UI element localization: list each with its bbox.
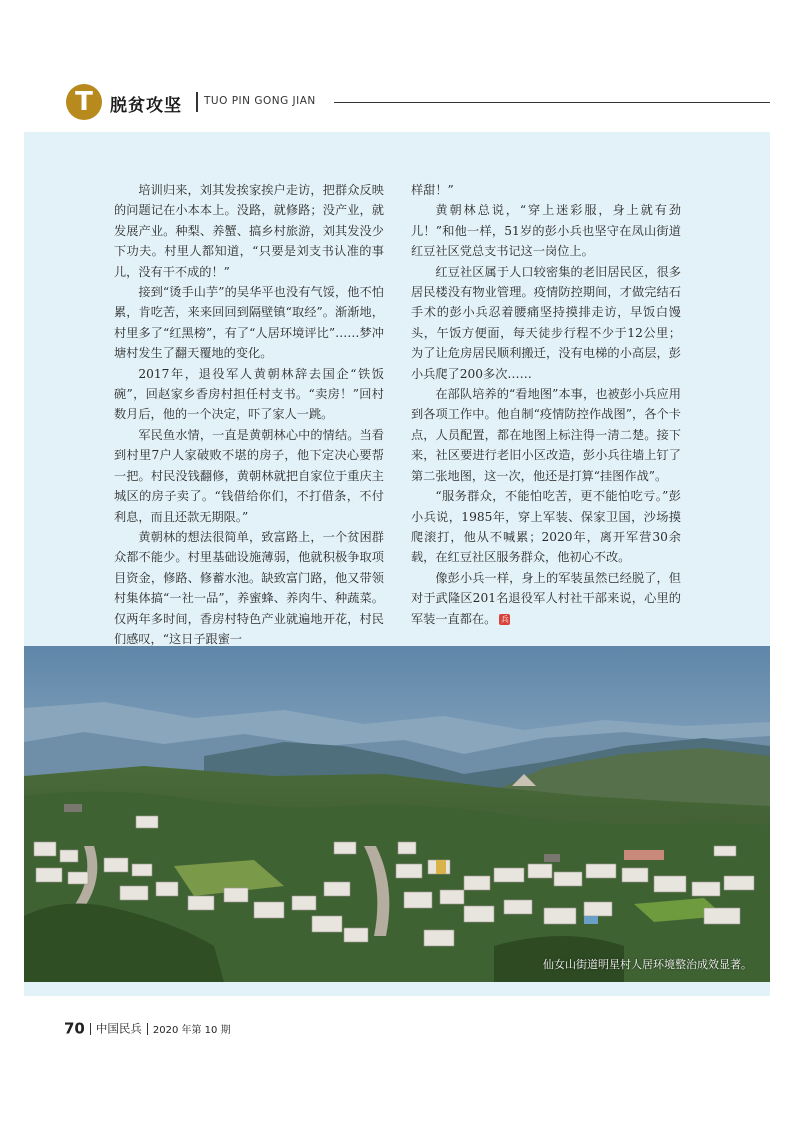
article-column-right: [411, 180, 681, 629]
end-mark-icon: 兵: [500, 614, 509, 624]
paragraph-final-text: 像彭小兵一样，身上的军装虽然已经脱了，但对于武隆区201名退役军人村社干部来说，心里的军装一直都在。: [411, 570, 681, 626]
paragraph: 军民鱼水情，一直是黄朝林心中的情结。当看到村里7户人家破败不堪的房子，他下定决心要帮一把。村民没钱翻修，黄朝林就把自家位于重庆主城区的房子卖了。“钱借给你们，不打借条，不付利息，而且还款无期限。”: [114, 427, 384, 524]
footer-divider: [147, 1023, 148, 1035]
paragraph: 黄朝林的想法很简单，致富路上，一个贫困群众都不能少。村里基础设施薄弱，他就积极争取项目资金，修路、修蓄水池。缺致富门路，他又带领村集体搞“一社一品”，养蜜蜂、养肉牛、种蔬菜。仅两年多时间，香房村特色产业就遍地开花，村民们感叹，“这日子跟蜜一: [114, 529, 384, 646]
section-badge: T: [66, 84, 102, 120]
paragraph: 红豆社区属于人口较密集的老旧居民区，很多居民楼没有物业管理。疫情防控期间，才做完结石手术的彭小兵忍着腰痛坚持摸排走访，早饭白馒头，午饭方便面，每天徒步行程不少于12公里；为了让危房居民顺利搬迁，没有电梯的小高层，彭小兵爬了200多次……: [411, 264, 681, 381]
paragraph-continuation: 样甜！”: [411, 183, 454, 197]
paragraph: 在部队培养的“看地图”本事，也被彭小兵应用到各项工作中。他自制“疫情防控作战图”，各个卡点，人员配置，都在地图上标注得一清二楚。接下来，社区要进行老旧小区改造，彭小兵往墙上钉了第二张地图，这一次，他还是打算“挂图作战”。: [411, 387, 681, 483]
issue-label: 2020 年第 10 期: [152, 1025, 231, 1036]
paragraph: 黄朝林总说，“穿上迷彩服，身上就有劲儿！”和他一样，51岁的彭小兵也坚守在凤山街道红豆社区党总支书记这一岗位上。: [411, 203, 681, 259]
section-pinyin: TUO PIN GONG JIAN: [204, 95, 316, 107]
section-title: 脱贫攻坚: [110, 96, 182, 116]
page-footer: [64, 1018, 231, 1038]
paragraph: 2017年，退役军人黄朝林辞去国企“铁饭碗”，回赵家乡香房村担任村支书。“卖房！”回村数月后，他的一个决定，吓了家人一跳。: [114, 366, 384, 422]
paragraph: 培训归来，刘其发挨家挨户走访，把群众反映的问题记在小本本上。没路，就修路；没产业，就发展产业。种梨、养蟹、搞乡村旅游，刘其发没少下功夫。村里人都知道，“只要是刘支书认准的事儿，没有干不成的！”: [114, 183, 384, 279]
footer-divider: [90, 1023, 91, 1035]
village-landscape-image: [24, 646, 770, 982]
page-number: 70: [64, 1019, 85, 1038]
paragraph: “服务群众，不能怕吃苦，更不能怕吃亏。”彭小兵说，1985年，穿上军装、保家卫国，沙场摸爬滚打，他从不喊累；2020年，离开军营30余载，在红豆社区服务群众，他初心不改。: [411, 489, 681, 565]
header-divider: [196, 92, 198, 112]
article-column-left: [114, 180, 384, 649]
paragraph: 接到“烫手山芋”的吴华平也没有气馁，他不怕累，肯吃苦，来来回回到隔壁镇“取经”。渐渐地，村里多了“红黑榜”，有了“人居环境评比”……梦冲塘村发生了翻天覆地的变化。: [114, 285, 384, 361]
section-header: [66, 84, 770, 120]
photo-caption: 仙女山街道明星村人居环境整治成效显著。: [543, 958, 752, 971]
magazine-name: 中国民兵: [95, 1021, 142, 1036]
village-photo: [24, 646, 770, 982]
header-rule: [334, 102, 770, 103]
paragraph-final: [411, 568, 681, 629]
